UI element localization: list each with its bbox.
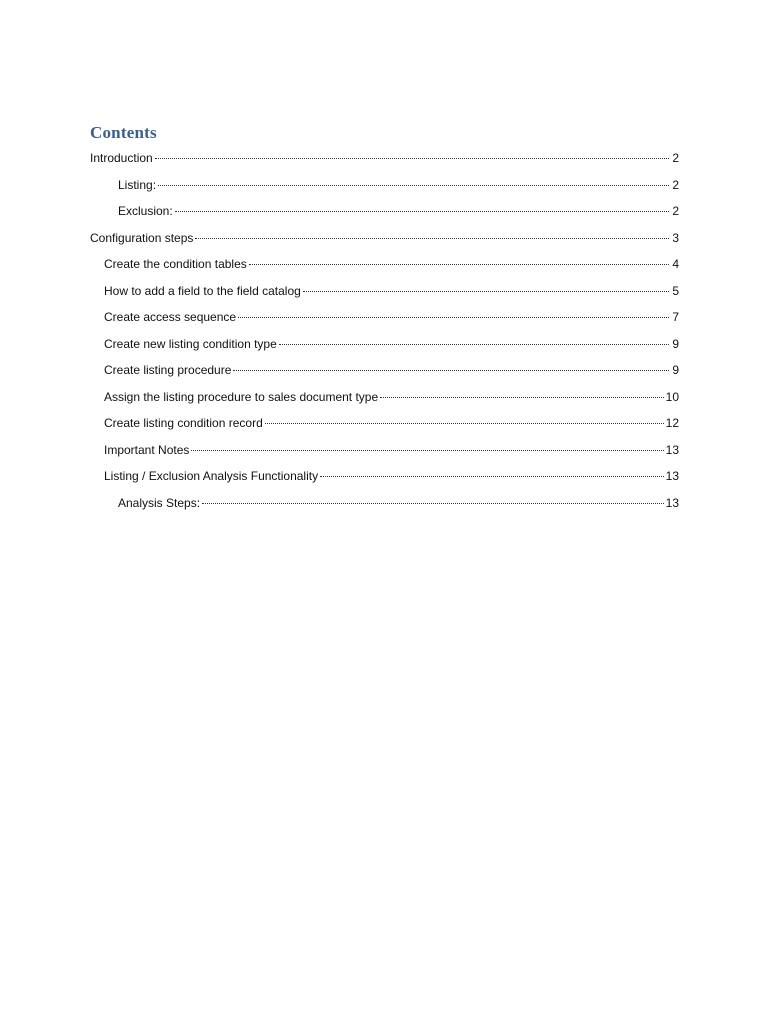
toc-heading: Contents [90, 123, 157, 142]
toc-entry-title: Analysis Steps: [118, 495, 201, 510]
toc-entry-title: Create the condition tables [104, 257, 247, 271]
toc-entry-page: 4 [672, 257, 679, 271]
toc-entry-page: 10 [665, 389, 679, 404]
table-of-contents [90, 146, 679, 517]
toc-entry-assign-listing-procedure[interactable] [90, 385, 679, 412]
dot-leader [238, 303, 669, 318]
toc-entry-title: Create listing condition record [104, 416, 263, 430]
toc-entry-title: Important Notes [104, 442, 190, 457]
dot-leader [195, 224, 669, 239]
toc-entry-page: 13 [665, 495, 679, 510]
toc-entry-page: 5 [672, 283, 679, 298]
dot-leader [279, 330, 669, 345]
toc-entry-create-listing-condition-type[interactable] [90, 332, 679, 359]
dot-leader [320, 462, 664, 477]
toc-entry-page: 9 [672, 336, 679, 351]
dot-leader [155, 144, 669, 159]
toc-entry-exclusion[interactable] [90, 199, 679, 226]
toc-entry-listing[interactable] [90, 173, 679, 200]
toc-entry-page: 2 [672, 151, 679, 165]
toc-entry-title: Create listing procedure [104, 363, 232, 377]
toc-entry-analysis-steps[interactable] [90, 491, 679, 518]
toc-entry-title: Listing / Exclusion Analysis Functionality [104, 469, 319, 483]
toc-entry-title: Create new listing condition type [104, 336, 277, 351]
toc-entry-create-listing-procedure[interactable] [90, 358, 679, 385]
toc-entry-title: Create access sequence [104, 310, 237, 324]
toc-entry-title: Configuration steps [90, 230, 194, 245]
dot-leader [249, 250, 669, 265]
toc-entry-add-field-to-catalog[interactable] [90, 279, 679, 306]
toc-entry-title: Listing: [118, 177, 157, 192]
dot-leader [265, 409, 664, 424]
toc-entry-page: 13 [665, 469, 679, 483]
toc-entry-introduction[interactable] [90, 146, 679, 173]
toc-entry-page: 2 [672, 177, 679, 192]
dot-leader [158, 171, 669, 186]
toc-entry-title: Introduction [90, 151, 153, 165]
toc-entry-create-access-sequence[interactable] [90, 305, 679, 332]
toc-entry-page: 9 [672, 363, 679, 377]
toc-entry-page: 12 [665, 416, 679, 430]
toc-entry-title: How to add a field to the field catalog [104, 283, 301, 298]
dot-leader [191, 436, 663, 451]
toc-entry-title: Exclusion: [118, 204, 173, 218]
toc-entry-create-condition-tables[interactable] [90, 252, 679, 279]
toc-entry-important-notes[interactable] [90, 438, 679, 465]
toc-entry-configuration-steps[interactable] [90, 226, 679, 253]
toc-entry-page: 13 [665, 442, 679, 457]
dot-leader [202, 489, 664, 504]
dot-leader [303, 277, 669, 292]
toc-entry-create-listing-condition-record[interactable] [90, 411, 679, 438]
toc-entry-page: 3 [672, 230, 679, 245]
dot-leader [175, 197, 669, 212]
toc-entry-page: 2 [672, 204, 679, 218]
dot-leader [233, 356, 669, 371]
toc-entry-page: 7 [672, 310, 679, 324]
dot-leader [380, 383, 663, 398]
toc-entry-title: Assign the listing procedure to sales document type [104, 389, 379, 404]
toc-entry-analysis-functionality[interactable] [90, 464, 679, 491]
